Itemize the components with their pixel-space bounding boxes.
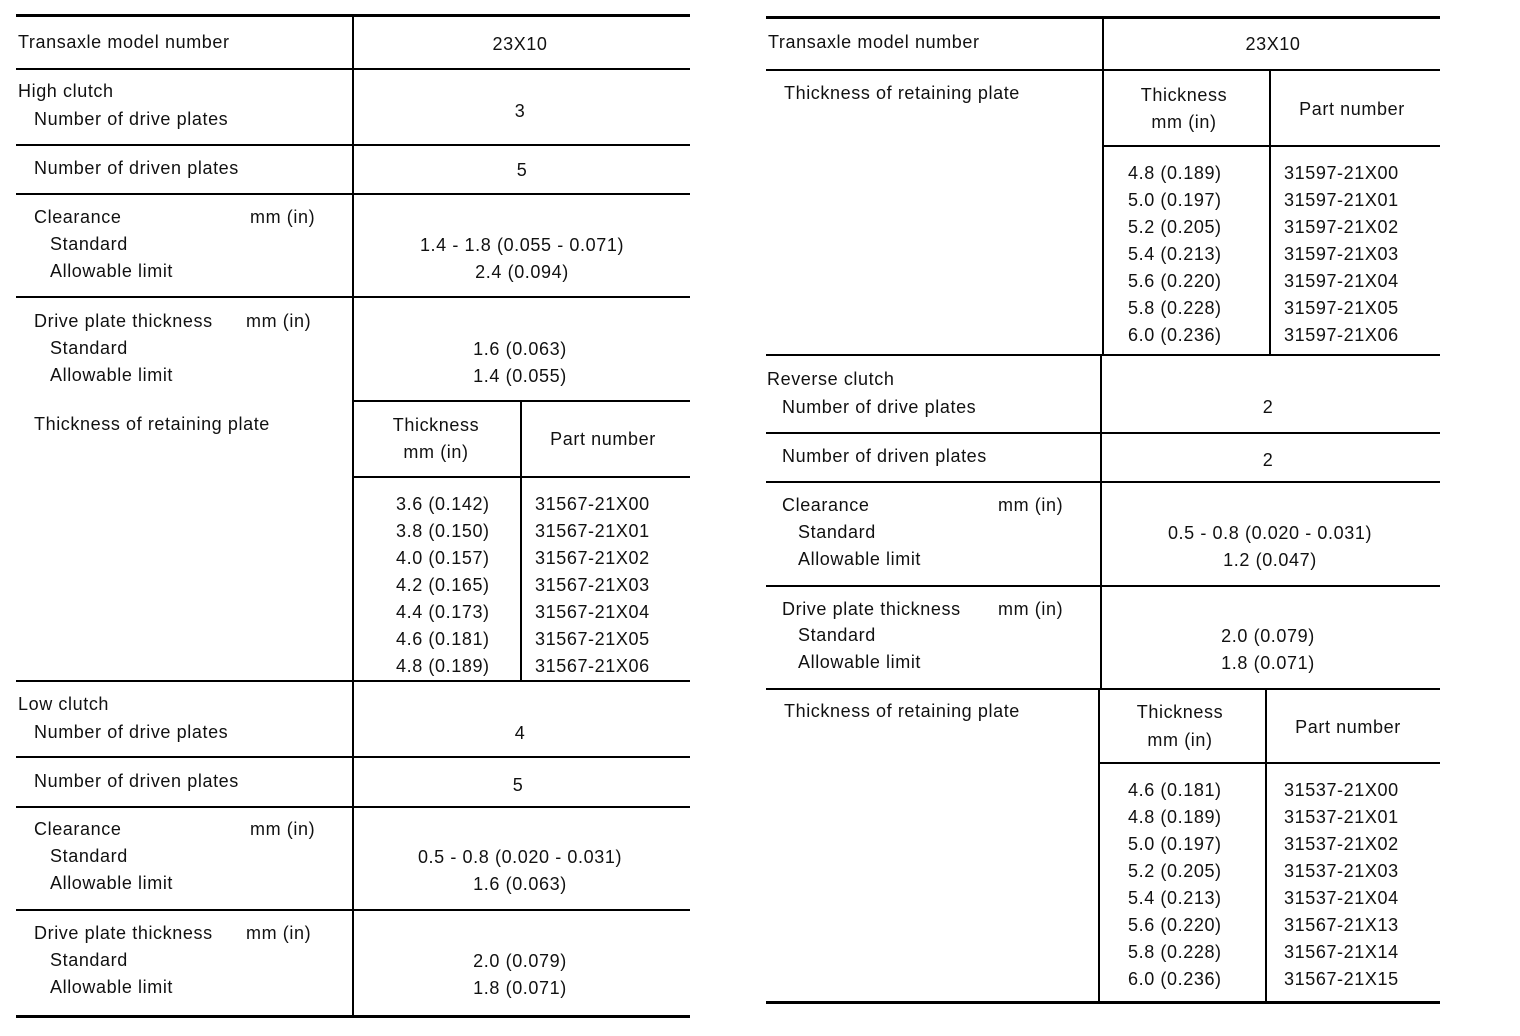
reverse-thickness-list: [1128, 777, 1222, 993]
high-clearance-label: Clearance: [34, 207, 122, 227]
column-divider: [1265, 688, 1267, 1002]
thickness-value: 5.8 (0.228): [1128, 942, 1222, 962]
reverse-clearance-std-label: Standard: [798, 522, 876, 542]
part-number: 31567-21X02: [535, 548, 650, 568]
model-number-value: 23X10: [492, 34, 548, 54]
thickness-header-unit: mm (in): [1147, 730, 1213, 750]
part-number: 31597-21X06: [1284, 325, 1399, 345]
reverse-drive-plates-value: 2: [1262, 397, 1274, 417]
reverse-clearance-limit-value: 1.2 (0.047): [1223, 550, 1317, 570]
top-thickness-list: [1128, 160, 1222, 349]
rule: [1103, 145, 1440, 147]
thickness-header: Thickness: [392, 415, 480, 435]
high-driven-plates-label: Number of driven plates: [34, 158, 239, 178]
thickness-value: 3.6 (0.142): [396, 494, 490, 514]
thickness-value: 5.0 (0.197): [1128, 834, 1222, 854]
low-clearance-unit: mm (in): [250, 819, 316, 839]
thickness-value: 4.8 (0.189): [396, 656, 490, 676]
reverse-retaining-label: Thickness of retaining plate: [784, 701, 1020, 721]
thickness-header: Thickness: [1136, 702, 1224, 722]
rule: [766, 585, 1440, 587]
thickness-value: 5.6 (0.220): [1128, 915, 1222, 935]
high-clearance-limit-value: 2.4 (0.094): [475, 262, 569, 282]
high-dpt-limit-label: Allowable limit: [50, 365, 174, 385]
model-number-label: Transaxle model number: [18, 32, 230, 52]
part-number: 31537-21X00: [1284, 780, 1399, 800]
thickness-value: 5.2 (0.205): [1128, 861, 1222, 881]
low-clearance-limit-label: Allowable limit: [50, 873, 174, 893]
reverse-dpt-limit-label: Allowable limit: [798, 652, 922, 672]
high-drive-plates-value: 3: [514, 101, 526, 121]
column-divider: [1100, 354, 1102, 688]
reverse-dpt-std-label: Standard: [798, 625, 876, 645]
thickness-value: 3.8 (0.150): [396, 521, 490, 541]
low-drive-plates-label: Number of drive plates: [34, 722, 229, 742]
part-number-header: Part number: [1295, 717, 1401, 737]
rule: [1099, 762, 1440, 764]
reverse-driven-plates-label: Number of driven plates: [782, 446, 987, 466]
rule: [354, 400, 690, 402]
high-part-list: [535, 491, 650, 680]
low-clearance-std-label: Standard: [50, 846, 128, 866]
reverse-dpt-std-value: 2.0 (0.079): [1221, 626, 1315, 646]
part-number: 31567-21X06: [535, 656, 650, 676]
low-dpt-label: Drive plate thickness: [34, 923, 213, 943]
thickness-value: 4.2 (0.165): [396, 575, 490, 595]
part-number: 31567-21X04: [535, 602, 650, 622]
low-clearance-label: Clearance: [34, 819, 122, 839]
low-dpt-limit-label: Allowable limit: [50, 977, 174, 997]
high-clutch-title: High clutch: [18, 81, 114, 101]
reverse-clearance-label: Clearance: [782, 495, 870, 515]
low-drive-plates-value: 4: [514, 723, 526, 743]
thickness-value: 5.2 (0.205): [1128, 217, 1222, 237]
low-dpt-std-value: 2.0 (0.079): [473, 951, 567, 971]
model-number-value: 23X10: [1245, 34, 1301, 54]
low-clutch-title: Low clutch: [18, 694, 110, 714]
part-number-header: Part number: [1299, 99, 1405, 119]
reverse-clutch-title: Reverse clutch: [767, 369, 895, 389]
part-number: 31597-21X00: [1284, 163, 1399, 183]
rule: [766, 688, 1440, 690]
high-clearance-unit: mm (in): [250, 207, 316, 227]
column-divider: [1098, 688, 1100, 1002]
rule: [766, 1001, 1440, 1004]
low-dpt-limit-value: 1.8 (0.071): [473, 978, 567, 998]
thickness-header-unit: mm (in): [1151, 112, 1217, 132]
reverse-clearance-unit: mm (in): [998, 495, 1064, 515]
reverse-dpt-label: Drive plate thickness: [782, 599, 961, 619]
thickness-value: 6.0 (0.236): [1128, 969, 1222, 989]
thickness-value: 5.6 (0.220): [1128, 271, 1222, 291]
model-number-label: Transaxle model number: [768, 32, 980, 52]
part-number: 31597-21X03: [1284, 244, 1399, 264]
thickness-value: 5.8 (0.228): [1128, 298, 1222, 318]
thickness-value: 4.4 (0.173): [396, 602, 490, 622]
thickness-value: 4.8 (0.189): [1128, 163, 1222, 183]
low-dpt-unit: mm (in): [246, 923, 312, 943]
top-part-list: [1284, 160, 1399, 349]
part-number: 31597-21X04: [1284, 271, 1399, 291]
part-number: 31537-21X03: [1284, 861, 1399, 881]
reverse-dpt-unit: mm (in): [998, 599, 1064, 619]
rule: [766, 432, 1440, 434]
part-number: 31567-21X03: [535, 575, 650, 595]
part-number: 31597-21X02: [1284, 217, 1399, 237]
column-divider: [352, 16, 354, 1015]
part-number: 31537-21X04: [1284, 888, 1399, 908]
high-drive-plates-label: Number of drive plates: [34, 109, 229, 129]
high-dpt-std-value: 1.6 (0.063): [473, 339, 567, 359]
column-divider: [1269, 70, 1271, 356]
part-number: 31567-21X01: [535, 521, 650, 541]
rule: [354, 476, 690, 478]
reverse-dpt-limit-value: 1.8 (0.071): [1221, 653, 1315, 673]
reverse-clearance-std-value: 0.5 - 0.8 (0.020 - 0.031): [1167, 523, 1373, 543]
thickness-value: 4.0 (0.157): [396, 548, 490, 568]
part-number: 31537-21X02: [1284, 834, 1399, 854]
high-dpt-std-label: Standard: [50, 338, 128, 358]
reverse-clearance-limit-label: Allowable limit: [798, 549, 922, 569]
high-retaining-label: Thickness of retaining plate: [34, 414, 270, 434]
thickness-value: 6.0 (0.236): [1128, 325, 1222, 345]
high-dpt-label: Drive plate thickness: [34, 311, 213, 331]
reverse-part-list: [1284, 777, 1399, 993]
thickness-value: 5.4 (0.213): [1128, 888, 1222, 908]
part-number: 31567-21X13: [1284, 915, 1399, 935]
low-driven-plates-label: Number of driven plates: [34, 771, 239, 791]
column-divider: [520, 400, 522, 681]
high-clearance-std-value: 1.4 - 1.8 (0.055 - 0.071): [419, 235, 625, 255]
low-clearance-limit-value: 1.6 (0.063): [473, 874, 567, 894]
reverse-driven-plates-value: 2: [1262, 450, 1274, 470]
low-driven-plates-value: 5: [512, 775, 524, 795]
column-divider: [1102, 18, 1104, 355]
high-clearance-std-label: Standard: [50, 234, 128, 254]
top-retaining-label: Thickness of retaining plate: [784, 83, 1020, 103]
high-clearance-limit-label: Allowable limit: [50, 261, 174, 281]
thickness-value: 5.4 (0.213): [1128, 244, 1222, 264]
thickness-header-unit: mm (in): [403, 442, 469, 462]
part-number: 31567-21X15: [1284, 969, 1399, 989]
thickness-value: 4.8 (0.189): [1128, 807, 1222, 827]
rule: [16, 1015, 690, 1018]
part-number: 31567-21X00: [535, 494, 650, 514]
low-dpt-std-label: Standard: [50, 950, 128, 970]
low-clearance-std-value: 0.5 - 0.8 (0.020 - 0.031): [417, 847, 623, 867]
thickness-value: 4.6 (0.181): [396, 629, 490, 649]
reverse-drive-plates-label: Number of drive plates: [782, 397, 977, 417]
rule: [766, 481, 1440, 483]
thickness-value: 4.6 (0.181): [1128, 780, 1222, 800]
high-dpt-limit-value: 1.4 (0.055): [473, 366, 567, 386]
thickness-value: 5.0 (0.197): [1128, 190, 1222, 210]
high-thickness-list: [396, 491, 490, 680]
part-number: 31567-21X14: [1284, 942, 1399, 962]
part-number: 31597-21X05: [1284, 298, 1399, 318]
part-number: 31567-21X05: [535, 629, 650, 649]
thickness-header: Thickness: [1140, 85, 1228, 105]
part-number-header: Part number: [550, 429, 656, 449]
part-number: 31597-21X01: [1284, 190, 1399, 210]
high-dpt-unit: mm (in): [246, 311, 312, 331]
part-number: 31537-21X01: [1284, 807, 1399, 827]
high-driven-plates-value: 5: [516, 160, 528, 180]
